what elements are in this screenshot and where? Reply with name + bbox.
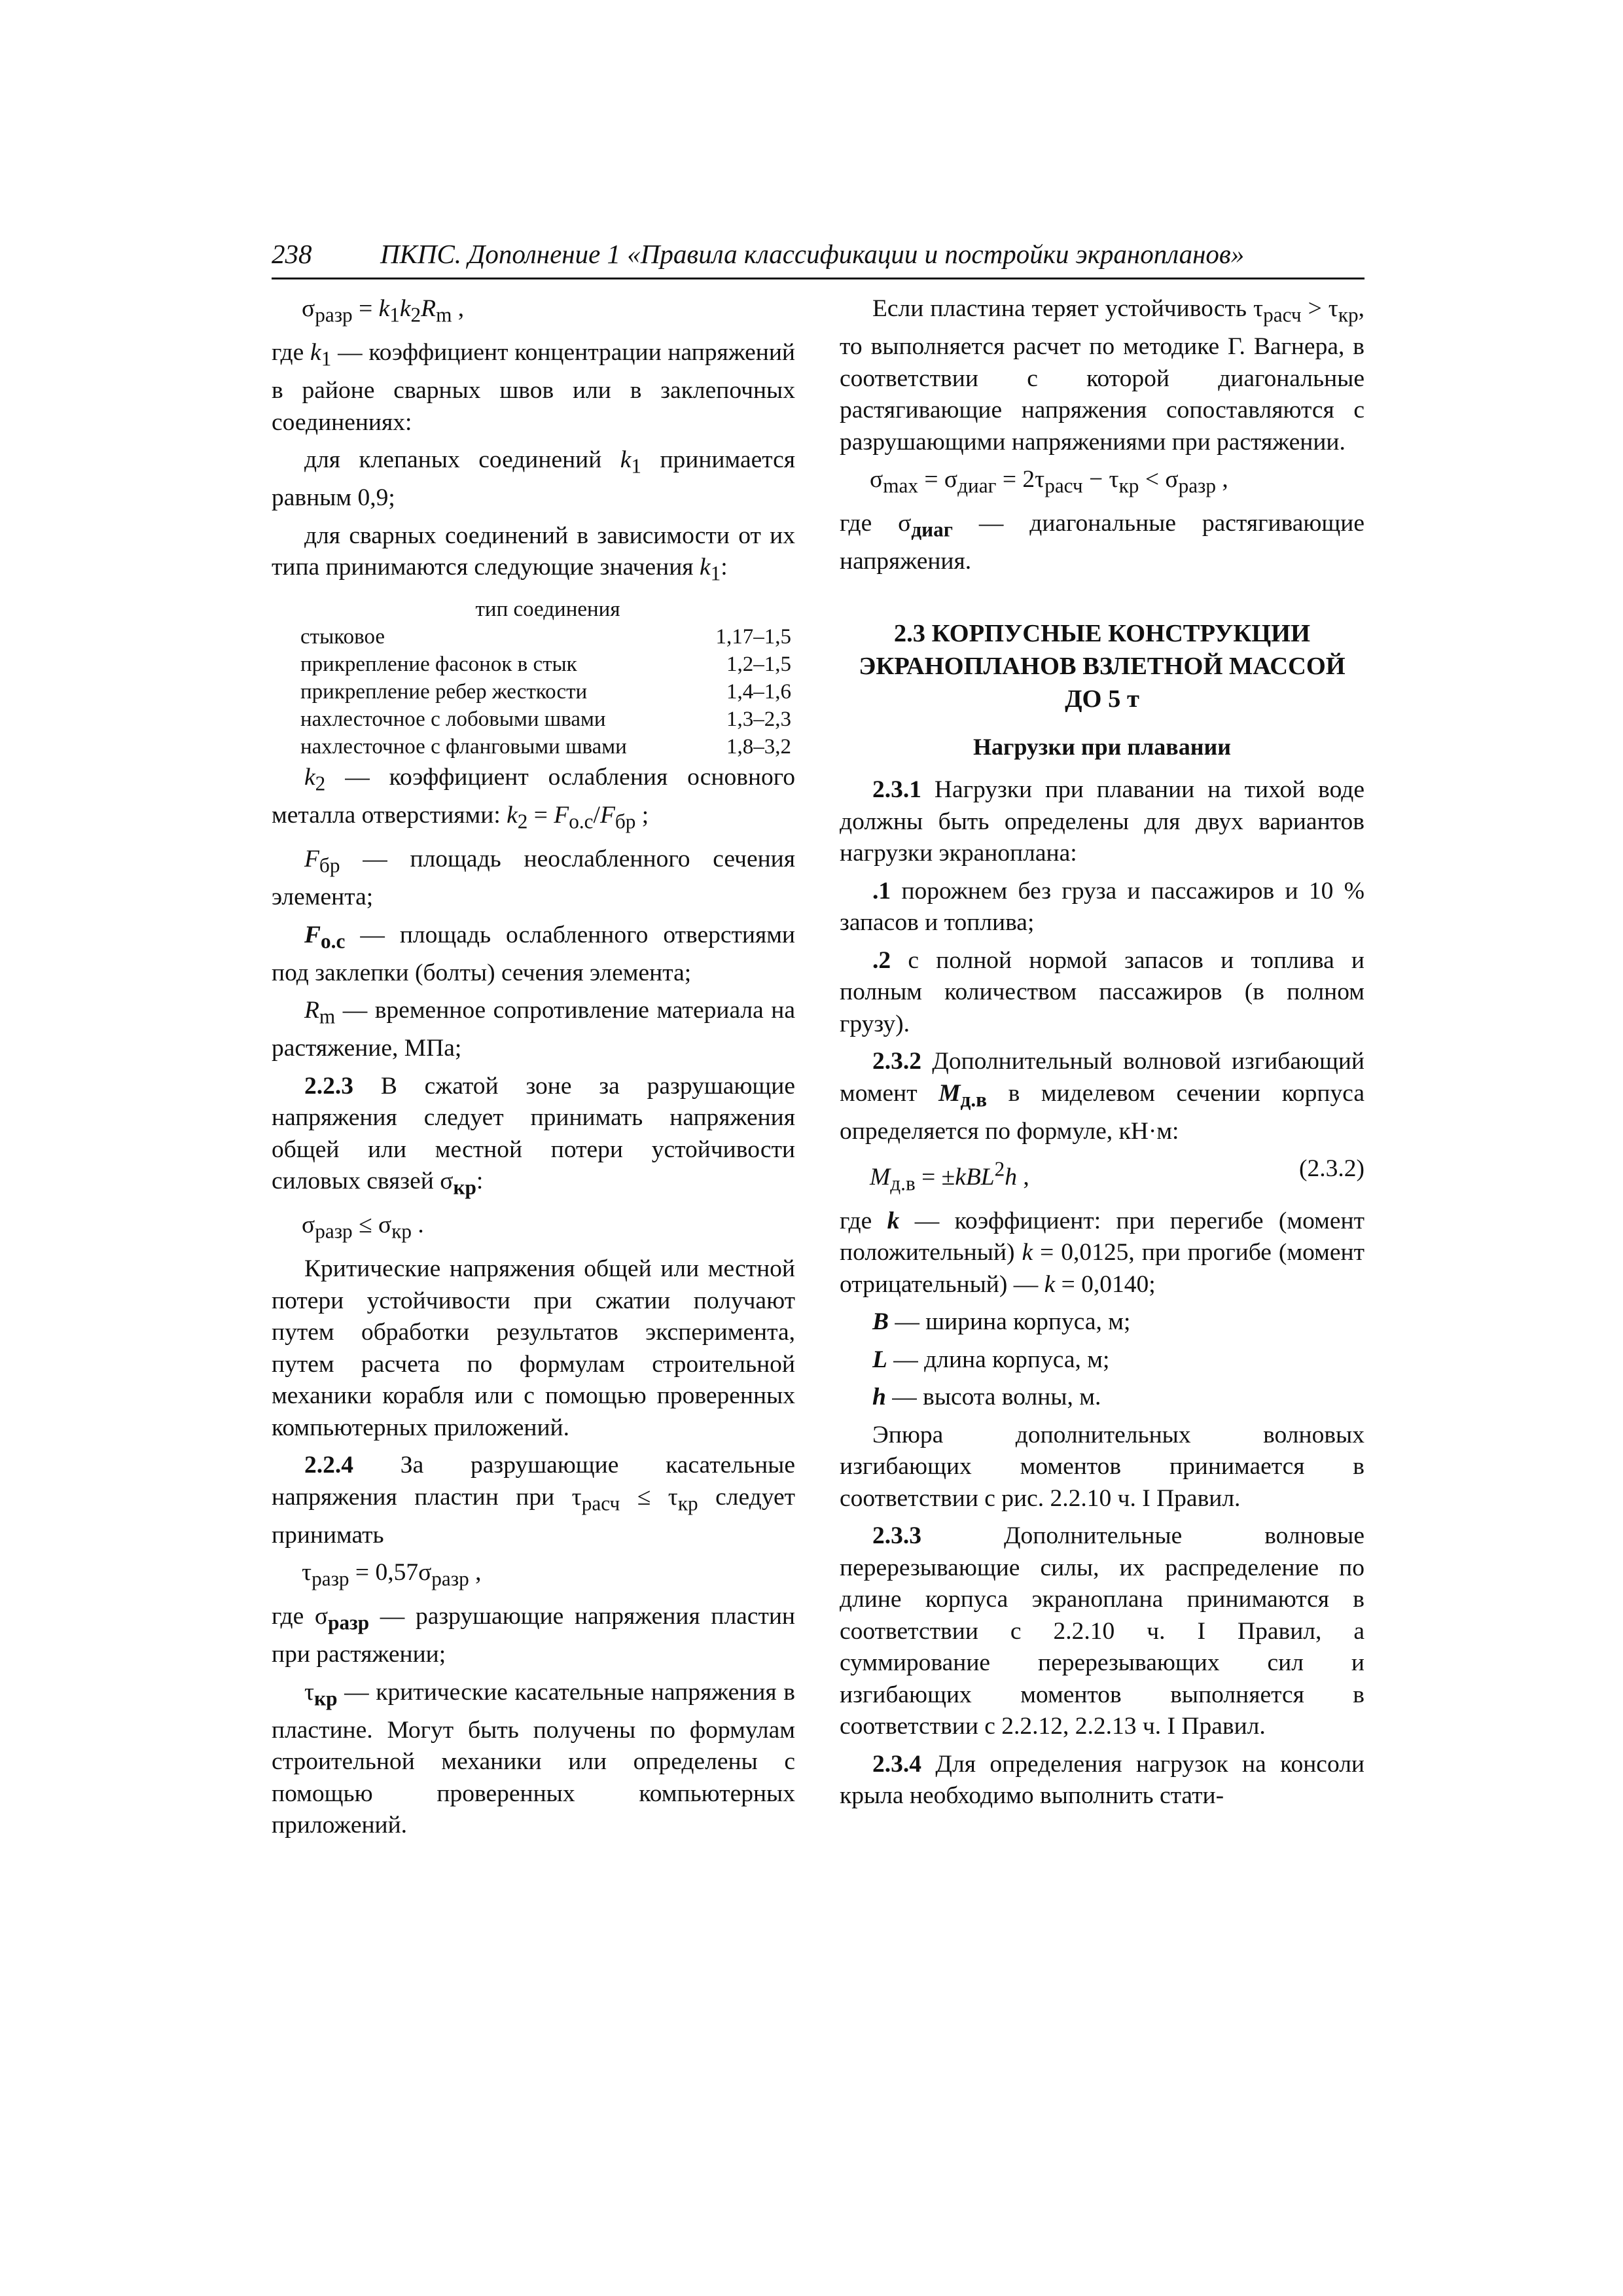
paragraph-h-definition: h — высота волны, м.: [872, 1384, 1101, 1410]
table-row: [300, 651, 795, 678]
formula-m-dv: [840, 1153, 1364, 1200]
section-heading-2-3: 2.3 КОРПУСНЫЕ КОНСТРУКЦИИ ЭКРАНОПЛАНОВ ВЗЛЕТНОЙ МАССОЙ ДО 5 т: [859, 619, 1346, 713]
table-row: [300, 733, 795, 761]
paragraph-k1-definition: где $k_1$ — коэффициент концентрации напряжений в районе сварных швов или в заклепочных соединениях:: [272, 339, 795, 436]
paragraph-2-3-4: 2.3.4 Для определения нагрузок на консоли крыла необходимо выполнить стати-: [840, 1750, 1364, 1809]
joint-type-cell: стыковое: [300, 625, 385, 649]
paragraph-2-3-2: 2.3.2 Дополнительный волновой изгибающий момент $M_{д.в}$ в миделевом сечении корпуса определяется по формуле, кН·м:: [840, 1048, 1364, 1145]
table-body: [300, 623, 795, 761]
paragraph-2-2-4: 2.2.4 За разрушающие касательные напряжения пластин при $\tau_{расч} \le \tau_{кр}$ следует принимать: [272, 1452, 795, 1549]
running-header: [272, 237, 1364, 279]
joint-type-cell: нахлесточное с фланговыми швами: [300, 735, 627, 759]
table-row: [300, 706, 795, 733]
table-row: [300, 678, 795, 706]
joint-type-cell: прикрепление фасонок в стык: [300, 653, 577, 676]
paragraph-foc-definition: $F_{о.с}$ — площадь ослабленного отверстиями под заклепки (болты) сечения элемента;: [272, 921, 795, 986]
paragraph-tau-kr-definition: $\tau_{кр}$ — критические касательные напряжения в пластине. Могут быть получены по формулам строительной механики или определены с помощью проверенных компьютерных приложений.: [272, 1678, 795, 1839]
paragraph-2-2-3: 2.2.3 В сжатой зоне за разрушающие напряжения следует принимать напряжения общей или местной потери устойчивости силовых связей $\sigma_{кр}$:: [272, 1072, 795, 1199]
paragraph-2-3-1: 2.3.1 Нагрузки при плавании на тихой воде должны быть определены для двух вариантов нагрузки экраноплана:: [840, 776, 1364, 867]
right-column: [840, 293, 1364, 1818]
list-item-2: .2 с полной нормой запасов и топлива и полным количеством пассажиров (в полном грузу).: [840, 946, 1364, 1037]
subsection-heading: Нагрузки при плавании: [973, 733, 1231, 760]
paragraph-l-definition: L — длина корпуса, м;: [872, 1346, 1110, 1373]
joint-type-cell: прикрепление ребер жесткости: [300, 680, 588, 704]
paragraph-fbr-definition: $F_{бр}$ — площадь неослабленного сечения элемента;: [272, 846, 795, 910]
running-title: ПКПС. Дополнение 1 «Правила классификации и постройки экранопланов»: [380, 239, 1245, 269]
k1-value-cell: 1,4–1,6: [726, 680, 791, 704]
paragraph-k2-definition: $k_2$ — коэффициент ослабления основного металла отверстиями: $k_2 = F_{о.с}/F_{бр}$ ;: [272, 764, 795, 833]
formula-sigma-razr: $\sigma_{разр} = k_1k_2R_m$ ,: [302, 295, 465, 327]
left-column: [272, 293, 795, 1848]
formula-tau-razr: $\tau_{разр} = 0,57\sigma_{разр}$ ,: [302, 1559, 482, 1590]
equation-number: (2.3.2): [1299, 1155, 1364, 1182]
paragraph-sigma-diag-definition: где $\sigma_{диаг}$ — диагональные растягивающие напряжения.: [840, 510, 1364, 575]
table-row: [300, 623, 795, 651]
k1-value-cell: 1,17–1,5: [715, 625, 791, 649]
paragraph-rm-definition: $R_m$ — временное сопротивление материала на растяжение, МПа;: [272, 997, 795, 1062]
k1-value-cell: 1,3–2,3: [726, 708, 791, 731]
paragraph-sigma-razr-definition: где $\sigma_{разр}$ — разрушающие напряжения пластин при растяжении;: [272, 1603, 795, 1668]
formula-sigma-max: $\sigma_{max} = \sigma_{диаг} = 2\tau_{расч} - \tau_{кр} < \sigma_{разр}$ ,: [870, 466, 1228, 497]
joint-type-cell: нахлесточное с лобовыми швами: [300, 708, 606, 731]
paragraph-2-3-3: 2.3.3 Дополнительные волновые перерезывающие силы, их распределение по длине корпуса экраноплана принимаются в соответствии с 2.2.10 ч. I Правил, а суммирование перерезывающих сил и изгибающих моментов выполняется в соответствии с 2.2.12, 2.2.13 ч. I Правил.: [840, 1522, 1364, 1740]
page-number: 238: [272, 239, 312, 269]
k1-value-cell: 1,8–3,2: [726, 735, 791, 759]
paragraph-welded-k1: для сварных соединений в зависимости от их типа принимаются следующие значения $k_1$:: [272, 522, 795, 585]
paragraph-wagner-method: Если пластина теряет устойчивость $\tau_{расч} > \tau_{кр}$, то выполняется расчет по методике Г. Вагнера, в соответствии с которой диагональные растягивающие напряжения сопоставляются с разрушающими напряжениями при растяжении.: [840, 295, 1365, 456]
list-item-1: .1 порожнем без груза и пассажиров и 10 % запасов и топлива;: [840, 877, 1364, 936]
table-header: тип соединения: [475, 598, 620, 621]
formula-m-dv-body: $M_{д.в} = \pm kBL^2h$ ,: [870, 1157, 1029, 1194]
k1-values-table: [300, 596, 795, 761]
paragraph-k-definition: где k — коэффициент: при перегибе (момент положительный) k = 0,0125, при прогибе (момент отрицательный) — k = 0,0140;: [840, 1207, 1364, 1298]
paragraph-b-definition: B — ширина корпуса, м;: [872, 1308, 1131, 1335]
formula-sigma-kr: $\sigma_{разр} \le \sigma_{кр}$ .: [302, 1211, 424, 1243]
paragraph-riveted-k1: для клепаных соединений $k_1$ принимается равным 0,9;: [272, 446, 795, 511]
paragraph-moment-diagram: Эпюра дополнительных волновых изгибающих моментов принимается в соответствии с рис. 2.2.10 ч. I Правил.: [840, 1421, 1364, 1512]
k1-value-cell: 1,2–1,5: [726, 653, 791, 676]
paragraph-critical-stresses: Критические напряжения общей или местной потери устойчивости при сжатии получают путем обработки результатов эксперимента, путем расчета по формулам строительной механики корабля или с помощью проверенных компьютерных приложений.: [272, 1255, 795, 1441]
